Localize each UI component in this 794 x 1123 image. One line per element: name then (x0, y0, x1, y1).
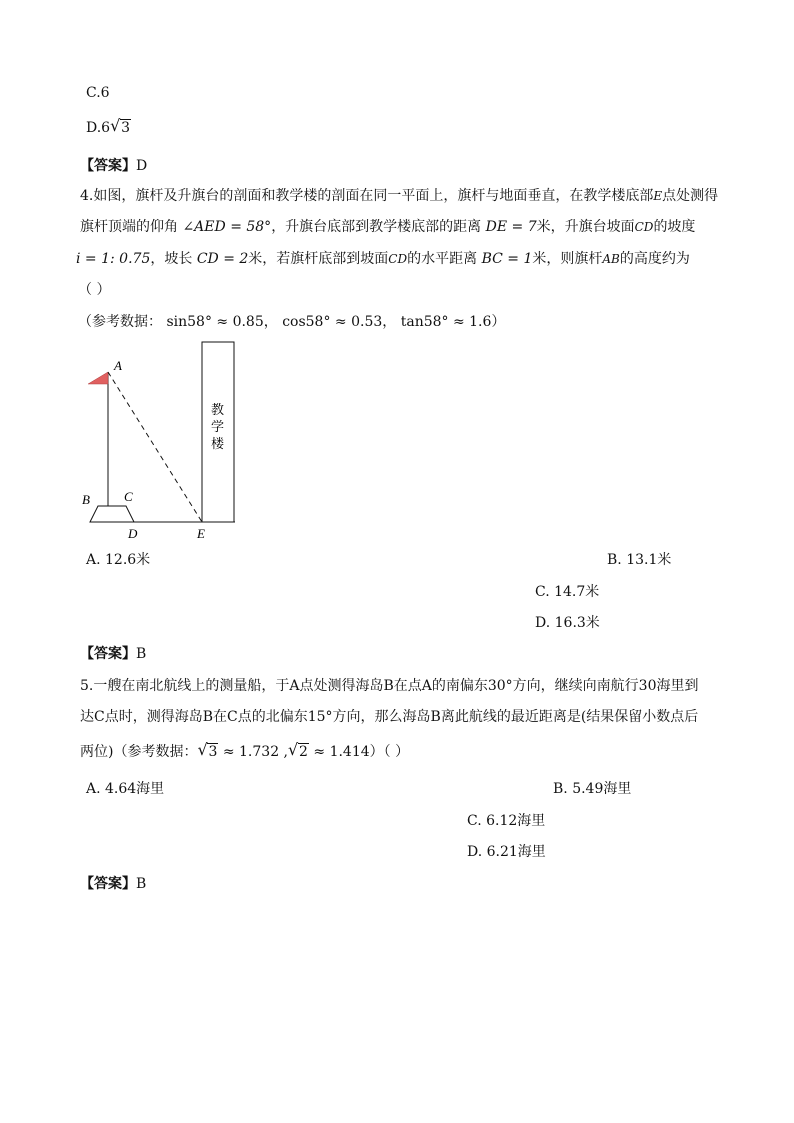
flag-icon (88, 372, 108, 384)
q5-line1: 5.一艘在南北航线上的测量船，于A点处测得海岛B在点A的南偏东30°方向，继续向南航行30海里到 (80, 678, 699, 694)
q4-line1 (80, 187, 718, 205)
q4-text: ，升旗台底部到教学楼底部的距离 (271, 219, 486, 235)
q4-line2 (80, 218, 695, 236)
q4-option-c: C. 14.7米 (535, 584, 600, 600)
q5-line3 (80, 740, 410, 761)
q5-answer (80, 875, 146, 893)
q5-text: ≈ 1.414）（ ） (308, 744, 410, 760)
q4-point-e: E (653, 189, 663, 203)
q4-text: 的高度约为 (619, 251, 690, 267)
q4-option-d: D. 16.3米 (535, 615, 600, 631)
sqrt-2: √ 2 (288, 740, 308, 760)
answer-label: 【答案】 (80, 158, 136, 174)
label-b: B (82, 492, 90, 507)
q5-text: 两位)（参考数据： (80, 744, 198, 760)
q4-de: DE = 7 (485, 219, 537, 235)
q5-option-b: B. 5.49海里 (553, 781, 632, 797)
q5-option-a: A. 4.64海里 (86, 781, 165, 797)
q4-paren: （ ） (78, 282, 111, 298)
answer-label: 【答案】 (80, 646, 136, 662)
q4-text: 米，升旗台坡面 (536, 219, 635, 235)
q4-text: 点处测得 (662, 188, 719, 204)
q4-cd: CD (388, 252, 408, 266)
building-char-1: 教 (211, 403, 225, 418)
q4-text: 的坡度 (653, 219, 696, 235)
q4-text: 旗杆顶端的仰角 (80, 219, 183, 235)
answer-value: D (136, 158, 148, 174)
q5-line2: 达C点时，测得海岛B在C点的北偏东15°方向，那么海岛B离此航线的最近距离是(结果保留小数点后 (80, 709, 699, 725)
q4-option-b: B. 13.1米 (607, 552, 672, 568)
building-char-2: 学 (211, 420, 225, 435)
q4-text: 米，则旗杆 (532, 251, 603, 267)
label-a: A (114, 358, 122, 373)
label-e: E (197, 526, 205, 541)
q5-text: ≈ 1.732 , (218, 744, 289, 760)
q4-angle: ∠AED = 58° (182, 219, 272, 235)
option-d-prev (86, 116, 131, 137)
q4-line3 (76, 250, 690, 268)
q5-option-c: C. 6.12海里 (467, 813, 546, 829)
q5-option-d: D. 6.21海里 (467, 844, 546, 860)
answer-label: 【答案】 (80, 876, 136, 892)
q4-text: 米，若旗杆底部到坡面 (248, 251, 389, 267)
q4-reference-data: （参考数据： sin58° ≈ 0.85， cos58° ≈ 0.53， tan58° ≈ 1.6） (78, 314, 506, 330)
platform (90, 506, 134, 522)
sqrt-3: √ 3 (110, 116, 131, 136)
option-d-prefix: D.6 (86, 120, 111, 136)
answer-prev (80, 157, 147, 175)
building-char-3: 楼 (211, 437, 225, 452)
q4-ab: AB (602, 252, 620, 266)
q4-text: ，坡长 (150, 251, 197, 267)
sight-line (108, 372, 202, 522)
answer-value: B (136, 876, 147, 892)
flagpole-figure (80, 336, 250, 546)
option-c-prev: C.6 (86, 85, 110, 101)
q4-slope: i = 1: 0.75 (76, 251, 151, 267)
q4-answer (80, 645, 146, 663)
q4-text: 4.如图，旗杆及升旗台的剖面和教学楼的剖面在同一平面上，旗杆与地面垂直，在教学楼底部 (80, 188, 654, 204)
q4-text: 的水平距离 (407, 251, 482, 267)
sqrt-3: √ 3 (197, 740, 218, 760)
label-c: C (124, 489, 133, 504)
q4-option-a: A. 12.6米 (86, 552, 151, 568)
q4-cd-length: CD = 2 (196, 251, 249, 267)
label-d: D (128, 526, 138, 541)
q4-bc: BC = 1 (481, 251, 533, 267)
answer-value: B (136, 646, 147, 662)
q4-cd: CD (634, 220, 654, 234)
